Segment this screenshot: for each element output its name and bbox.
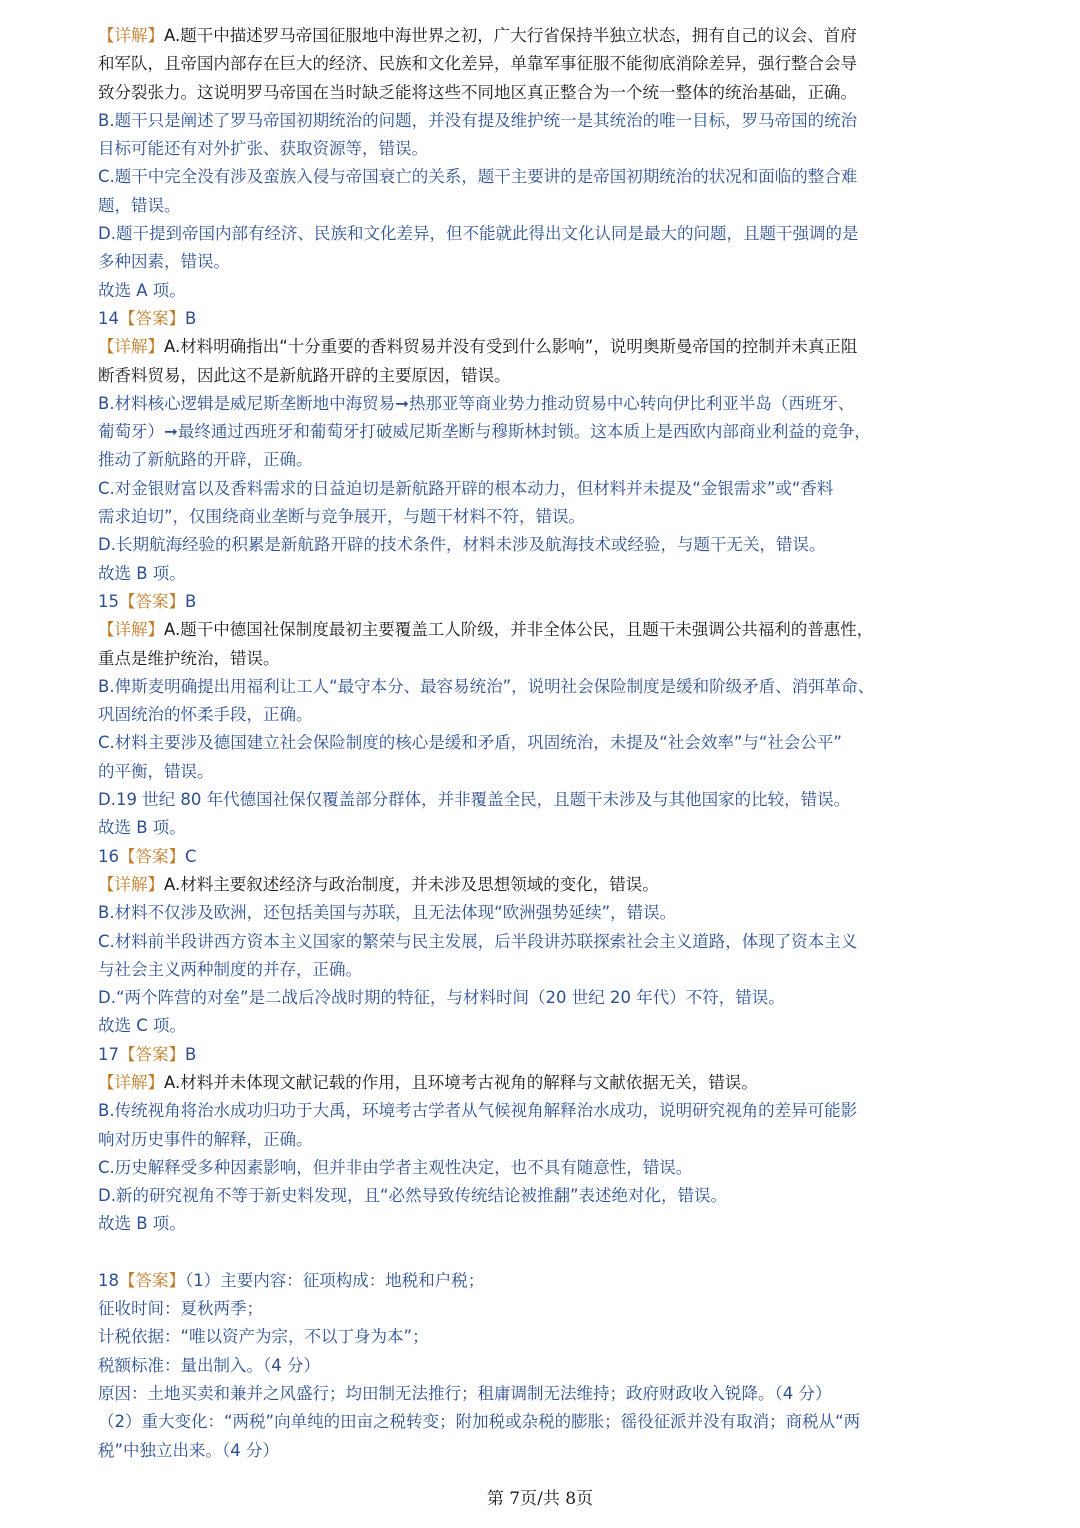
question-18	[98, 1267, 988, 1465]
q18-answer-label: 【答案】	[119, 1270, 185, 1290]
q15-c-line-1: C.材料主要涉及德国建立社会保险制度的核心是缓和矛盾，巩固统治，未提及“社会效率”与“社会公平”	[98, 733, 842, 753]
q17-b-line-2: 响对历史事件的解释，正确。	[98, 1129, 313, 1149]
q13-d-line-1: D.题干提到帝国内部有经济、民族和文化差异，但不能就此得出文化认同是最大的问题，且题干强调的是	[98, 224, 859, 244]
q15-answer-line	[98, 588, 988, 616]
q18-line-1: 征收时间：夏秋两季；	[98, 1299, 263, 1319]
q18-line-5: （2）重大变化：“两税”向单纯的田亩之税转变；附加税或杂税的膨胀；徭役征派并没有取消；商税从“两	[98, 1412, 861, 1432]
q18-number: 18	[98, 1270, 119, 1290]
q15-detail-label: 【详解】	[98, 620, 164, 640]
q15-choose: 故选 B 项。	[98, 818, 186, 838]
q13-a-line-3: 致分裂张力。这说明罗马帝国在当时缺乏能将这些不同地区真正整合为一个统一整体的统治基础，正确。	[98, 82, 857, 102]
q18-first-line: （1）主要内容：征项构成：地税和户税；	[185, 1270, 485, 1290]
q18-line-6: 税”中独立出来。（4 分）	[98, 1440, 280, 1460]
q14-d-line-1: D.长期航海经验的积累是新航路开辟的技术条件，材料未涉及航海技术或经验，与题干无关，错误。	[98, 535, 826, 555]
q14-answer-line	[98, 305, 988, 333]
q14-answer: B	[185, 308, 197, 328]
q17-answer: B	[185, 1044, 197, 1064]
q14-a-text-1: A.材料明确指出“十分重要的香料贸易并没有受到什么影响”，说明奥斯曼帝国的控制并未真正阻	[164, 337, 858, 357]
q15-a-line-1	[98, 616, 988, 644]
q16-c-line-2: 与社会主义两种制度的并存，正确。	[98, 959, 362, 979]
q13-d-line-2: 多种因素，错误。	[98, 252, 230, 272]
q13-a-line-2: 和军队，且帝国内部存在巨大的经济、民族和文化差异，单靠军事征服不能彻底消除差异，强行整合会导	[98, 54, 857, 74]
q14-detail-label: 【详解】	[98, 337, 164, 357]
q14-answer-label: 【答案】	[119, 308, 185, 328]
q17-b-line-1: B.传统视角将治水成功归功于大禹，环境考古学者从气候视角解释治水成功，说明研究视角的差异可能影	[98, 1101, 858, 1121]
q15-c-line-2: 的平衡，错误。	[98, 761, 214, 781]
q17-detail-label: 【详解】	[98, 1072, 164, 1092]
question-14	[98, 305, 988, 588]
q13-a-line-1	[98, 22, 988, 50]
q16-d-line-1: D.“两个阵营的对垒”是二战后冷战时期的特征，与材料时间（20 世纪 20 年代）不符，错误。	[98, 988, 785, 1008]
question-15	[98, 588, 988, 843]
question-13-explanation	[98, 22, 988, 305]
q13-detail-label: 【详解】	[98, 26, 164, 45]
q16-detail-label: 【详解】	[98, 874, 164, 894]
q18-answer-line	[98, 1267, 988, 1295]
q16-b-line-1: B.材料不仅涉及欧洲，还包括美国与苏联，且无法体现“欧洲强势延续”，错误。	[98, 903, 677, 923]
q15-number: 15	[98, 591, 119, 611]
q14-a-line-2: 断香料贸易，因此这不是新航路开辟的主要原因，错误。	[98, 365, 511, 385]
q14-b-line-2: 葡萄牙）➞最终通过西班牙和葡萄牙打破威尼斯垄断与穆斯林封锁。这本质上是西欧内部商业利益的竞争，	[98, 422, 871, 442]
q14-b-line-3: 推动了新航路的开辟，正确。	[98, 450, 313, 470]
q15-answer-label: 【答案】	[119, 591, 185, 611]
question-16	[98, 843, 988, 1041]
q14-a-line-1	[98, 333, 988, 361]
q18-line-4: 原因：土地买卖和兼并之风盛行；均田制无法推行；租庸调制无法维持；政府财政收入锐降。（4 分）	[98, 1383, 832, 1403]
q17-c-line-1: C.历史解释受多种因素影响，但并非由学者主观性决定，也不具有随意性，错误。	[98, 1157, 693, 1177]
q16-answer-line	[98, 843, 988, 871]
q16-number: 16	[98, 846, 119, 866]
q17-d-line-1: D.新的研究视角不等于新史料发现，且“必然导致传统结论被推翻”表述绝对化，错误。	[98, 1186, 728, 1206]
q15-d-line-1: D.19 世纪 80 年代德国社保仅覆盖部分群体，并非覆盖全民，且题干未涉及与其他国家的比较，错误。	[98, 790, 851, 810]
q17-number: 17	[98, 1044, 119, 1064]
q15-b-line-2: 巩固统治的怀柔手段，正确。	[98, 705, 313, 725]
q17-a-text-1: A.材料并未体现文献记载的作用，且环境考古视角的解释与文献依据无关，错误。	[164, 1072, 758, 1092]
q15-answer: B	[185, 591, 197, 611]
q14-c-line-1: C.对金银财富以及香料需求的日益迫切是新航路开辟的根本动力，但材料并未提及“金银需求”或“香料	[98, 478, 834, 498]
q13-c-line-2: 题，错误。	[98, 195, 181, 215]
q17-a-line-1	[98, 1069, 988, 1097]
q16-a-text-1: A.材料主要叙述经济与政治制度，并未涉及思想领域的变化，错误。	[164, 874, 659, 894]
q16-c-line-1: C.材料前半段讲西方资本主义国家的繁荣与民主发展，后半段讲苏联探索社会主义道路，体现了资本主义	[98, 931, 858, 951]
q16-a-line-1	[98, 871, 988, 899]
q17-answer-label: 【答案】	[119, 1044, 185, 1064]
q18-line-3: 税额标准：量出制入。（4 分）	[98, 1355, 320, 1375]
q13-b-line-2: 目标可能还有对外扩张、获取资源等，错误。	[98, 139, 428, 159]
q17-answer-line	[98, 1041, 988, 1069]
section-spacer	[98, 1239, 988, 1267]
page-number-footer: 第 7页/共 8页	[486, 1489, 594, 1509]
q14-b-line-1: B.材料核心逻辑是威尼斯垄断地中海贸易➞热那亚等商业势力推动贸易中心转向伊比利亚半岛（西班牙、	[98, 393, 855, 413]
q13-c-line-1: C.题干中完全没有涉及蛮族入侵与帝国衰亡的关系，题干主要讲的是帝国初期统治的状况和面临的整合难	[98, 167, 858, 187]
q16-answer-label: 【答案】	[119, 846, 185, 866]
q16-answer: C	[185, 846, 197, 866]
q15-b-line-1: B.俾斯麦明确提出用福利让工人“最守本分、最容易统治”，说明社会保险制度是缓和阶级矛盾、消弭革命、	[98, 676, 875, 696]
q15-a-line-2: 重点是维护统治，错误。	[98, 648, 280, 668]
q14-number: 14	[98, 308, 119, 328]
q14-c-line-2: 需求迫切”，仅围绕商业垄断与竞争展开，与题干材料不符，错误。	[98, 507, 586, 527]
q13-a-text-1: A.题干中描述罗马帝国征服地中海世界之初，广大行省保持半独立状态，拥有自己的议会、首府	[164, 26, 857, 45]
q13-choose: 故选 A 项。	[98, 280, 186, 300]
q18-line-2: 计税依据：“唯以资产为宗，不以丁身为本”；	[98, 1327, 429, 1347]
question-17	[98, 1041, 988, 1239]
q13-b-line-1: B.题干只是阐述了罗马帝国初期统治的问题，并没有提及维护统一是其统治的唯一目标，罗马帝国的统治	[98, 110, 858, 130]
q15-a-text-1: A.题干中德国社保制度最初主要覆盖工人阶级，并非全体公民，且题干未强调公共福利的普惠性，	[164, 620, 874, 640]
q17-choose: 故选 B 项。	[98, 1214, 186, 1234]
q14-choose: 故选 B 项。	[98, 563, 186, 583]
q16-choose: 故选 C 项。	[98, 1016, 187, 1036]
answer-key-page	[98, 22, 988, 1465]
